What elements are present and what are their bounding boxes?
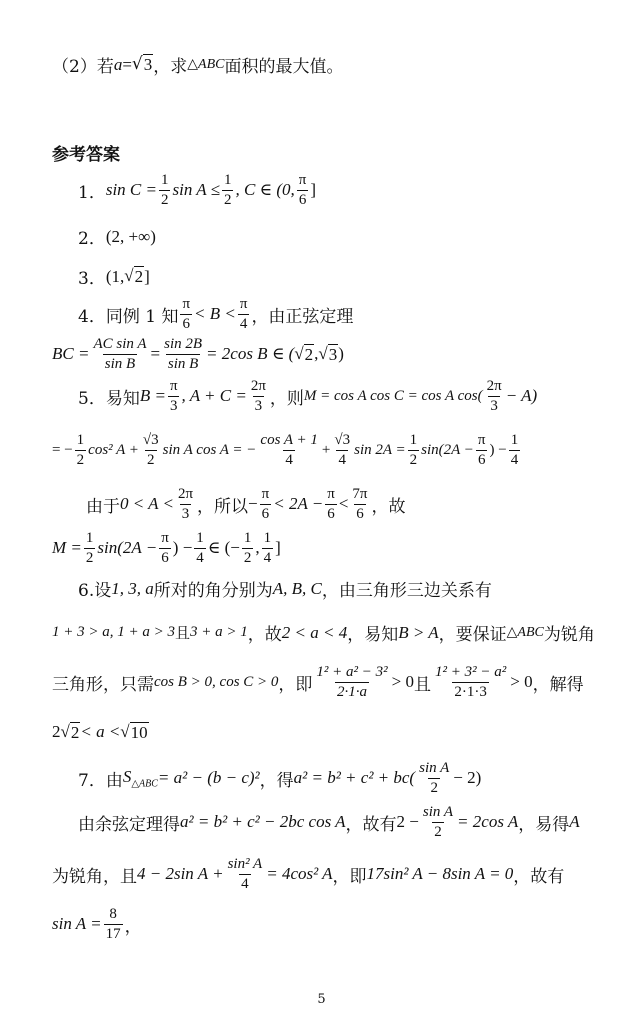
fraction	[408, 432, 420, 468]
numerator: π	[161, 530, 169, 546]
denominator: 3	[490, 397, 498, 414]
sqrt: √ 2	[60, 722, 80, 742]
text: 7．由	[78, 770, 123, 791]
fraction	[194, 530, 206, 566]
denominator: 6	[327, 505, 335, 522]
numerator: π	[477, 432, 486, 448]
math: B > A	[398, 622, 439, 642]
denominator: 6	[477, 451, 486, 468]
math: BC =	[52, 344, 90, 363]
numerator: π	[327, 486, 335, 502]
fraction	[350, 486, 369, 522]
fraction	[258, 432, 320, 468]
text: 为锐角，且	[52, 866, 137, 887]
answer-7-line-3	[52, 856, 564, 892]
answer-5-line-2	[52, 432, 522, 468]
numerator: 1	[510, 432, 519, 448]
answer-1	[78, 172, 316, 208]
numerator: 1	[85, 530, 94, 546]
numerator: sin 2B	[164, 336, 203, 352]
denominator: 6	[261, 505, 270, 522]
answer-5-line-4	[52, 530, 281, 566]
fraction	[226, 856, 265, 892]
text: 所对的角分别为	[153, 581, 273, 601]
math: M = cos A cos C = cos A cos(	[303, 387, 483, 404]
math: A	[569, 812, 580, 831]
fraction	[84, 530, 96, 566]
math: 17sin² A − 8sin A = 0	[366, 864, 514, 883]
numerator: sin A	[419, 760, 450, 776]
text: 6.设	[78, 581, 112, 601]
answers-heading: 参考答案	[52, 145, 120, 165]
item-number: 1．	[78, 182, 106, 203]
math: ∈ (−	[207, 538, 240, 557]
denominator: 6	[182, 315, 190, 332]
numerator: sin A	[422, 804, 454, 820]
sqrt: √ 3	[318, 343, 338, 364]
denominator: 3	[181, 505, 190, 522]
area-symbol	[123, 767, 158, 789]
fraction	[242, 530, 254, 566]
denominator: 2	[434, 823, 442, 840]
text: ，求	[153, 57, 188, 77]
math: ) −	[489, 441, 507, 458]
text: ，由正弦定理	[251, 306, 354, 327]
text: 同例 1 知	[105, 306, 179, 327]
math: < 2A −	[273, 494, 324, 513]
answer-6-line-2	[52, 620, 595, 645]
math: (1,	[105, 266, 125, 286]
sqrt-arg: 3	[143, 55, 153, 75]
text: ，故有	[513, 866, 565, 887]
fraction	[485, 378, 504, 414]
numerator: 1	[409, 432, 418, 448]
math: 4 − 2sin A +	[137, 864, 224, 883]
fraction	[180, 296, 192, 332]
denominator: 2	[160, 191, 169, 208]
denominator: sin B	[167, 355, 199, 372]
answer-4-line-2	[52, 336, 344, 372]
denominator: 2	[409, 451, 418, 468]
text: 由余弦定理得	[78, 814, 180, 835]
math: )	[338, 344, 344, 363]
denominator: 4	[196, 549, 204, 566]
math: △ABC	[506, 625, 544, 640]
denominator: sin B	[104, 355, 136, 372]
text: ，解得	[532, 674, 584, 695]
math: sin A =	[52, 914, 102, 933]
sqrt: √ 2	[294, 343, 314, 364]
numerator: 1	[263, 530, 272, 546]
fraction	[91, 336, 148, 372]
numerator: AC sin A	[93, 336, 147, 352]
math: <	[338, 494, 349, 513]
text: ，故	[247, 625, 282, 645]
math: ,	[255, 538, 260, 557]
numerator: cos A + 1	[260, 432, 318, 448]
numerator: π	[169, 378, 178, 394]
sqrt: √ 2	[124, 266, 144, 287]
math: 1, 3, a	[111, 578, 154, 598]
numerator: π	[239, 296, 248, 312]
math: ,	[314, 344, 319, 363]
math: , A + C =	[181, 386, 247, 405]
text: ，即	[278, 674, 313, 695]
numerator: √3	[334, 432, 351, 448]
denominator: 2	[76, 451, 85, 468]
math: =	[122, 54, 132, 74]
fraction	[168, 378, 180, 414]
math: a² = b² + c² + bc(	[293, 768, 416, 787]
numerator: 1	[243, 530, 252, 546]
math: sin(2A −	[421, 441, 474, 458]
math: > 0	[510, 672, 533, 691]
answer-3	[78, 264, 150, 289]
sqrt-arg: 2	[134, 267, 144, 287]
fraction	[104, 906, 123, 942]
math: , C ∈ (0,	[235, 180, 295, 199]
text: 为锐角	[543, 625, 595, 645]
item-number: 5．	[78, 388, 106, 409]
fraction	[476, 432, 488, 468]
denominator: 3	[169, 397, 178, 414]
answer-7-line-2	[78, 804, 580, 840]
math: = a² − (b − c)²	[157, 768, 260, 787]
denominator: 2·1·3	[454, 683, 487, 700]
answer-2	[78, 224, 156, 249]
math: (2, +∞)	[105, 226, 156, 246]
denominator: 6	[298, 191, 307, 208]
numerator: 1	[196, 530, 204, 546]
numerator: 7π	[352, 486, 368, 502]
denominator: 4	[239, 315, 248, 332]
denominator: 4	[510, 451, 519, 468]
text: ，即	[332, 866, 367, 887]
subscript: △ABC	[131, 778, 158, 790]
sqrt-arg: 2	[70, 723, 80, 742]
fraction	[75, 432, 87, 468]
sqrt: √ 3	[131, 54, 153, 75]
math: 1 + 3 > a, 1 + a > 3	[52, 624, 175, 640]
text: 三角形，只需	[52, 674, 154, 695]
text: 且	[414, 674, 431, 695]
math: sin A cos A = −	[162, 441, 257, 458]
math: − 2)	[453, 768, 482, 787]
math: = 4cos² A	[266, 864, 333, 883]
text: ，故有	[345, 814, 397, 835]
denominator: 2	[85, 549, 94, 566]
numerator: √3	[142, 432, 159, 448]
text: ，易得	[518, 814, 570, 835]
math: sin A ≤	[172, 180, 220, 199]
denominator: 2	[243, 549, 252, 566]
denominator: 2	[147, 451, 155, 468]
math: 0 < A <	[120, 494, 174, 513]
sqrt-arg: 2	[304, 344, 314, 364]
math: sin(2A −	[97, 538, 158, 557]
fraction	[433, 664, 508, 700]
math: > 0	[391, 672, 414, 691]
item-number: 3．	[78, 269, 106, 289]
denominator: 4	[263, 549, 272, 566]
answer-4	[78, 296, 353, 332]
fraction	[159, 172, 171, 208]
numerator: 2π	[177, 486, 194, 502]
numerator: sin² A	[227, 856, 263, 872]
sqrt: √ 10	[120, 722, 148, 742]
numerator: 1² + a² − 3²	[316, 664, 388, 680]
fraction	[262, 530, 274, 566]
math: A, B, C	[272, 578, 322, 598]
fraction	[176, 486, 195, 522]
fraction	[325, 486, 337, 522]
text: ，由三角形三边关系有	[321, 581, 492, 601]
numerator: 1	[223, 172, 232, 188]
fraction	[260, 486, 272, 522]
math: = 2cos B ∈ (	[206, 344, 295, 363]
math: −	[248, 494, 258, 513]
fraction	[141, 432, 161, 468]
numerator: π	[298, 172, 307, 188]
numerator: 1² + 3² − a²	[435, 664, 507, 680]
denominator: 4	[285, 451, 293, 468]
text: ，	[124, 916, 142, 937]
math: △ABC	[187, 57, 225, 72]
numerator: π	[261, 486, 270, 502]
text: 由于	[86, 496, 120, 517]
denominator: 6	[161, 549, 169, 566]
fraction	[297, 172, 309, 208]
text: ，易知	[347, 625, 399, 645]
math: ]	[275, 538, 281, 557]
text: ，则	[269, 388, 304, 409]
text: 且	[175, 624, 191, 642]
math: S	[122, 766, 132, 786]
math: sin C =	[105, 180, 157, 199]
math: +	[321, 441, 331, 458]
text: 面积的最大值。	[224, 57, 344, 77]
fraction	[509, 432, 521, 468]
fraction	[238, 296, 250, 332]
fraction	[332, 432, 352, 468]
math: M =	[52, 538, 82, 557]
fraction	[417, 760, 451, 796]
denominator: 2	[430, 779, 438, 796]
math: ]	[144, 266, 150, 286]
denominator: 4	[338, 451, 346, 468]
text: 易知	[105, 388, 140, 409]
denominator: 6	[356, 505, 364, 522]
math: 2	[52, 722, 61, 742]
numerator: π	[182, 296, 191, 312]
answer-6-line-4	[52, 722, 149, 743]
fraction	[249, 378, 268, 414]
fraction	[222, 172, 234, 208]
item-number: 4．	[78, 306, 106, 327]
math: =	[150, 344, 161, 363]
math: − A)	[505, 386, 538, 405]
answer-5-line-3	[86, 486, 406, 522]
numerator: 8	[109, 906, 117, 922]
fraction	[314, 664, 389, 700]
fraction	[421, 804, 455, 840]
numerator: 2π	[250, 378, 266, 394]
math: < B <	[194, 304, 236, 323]
numerator: 2π	[486, 378, 502, 394]
math: = 2cos A	[457, 812, 519, 831]
denominator: 3	[254, 397, 263, 414]
answer-7-line-4	[52, 906, 142, 942]
math: ) −	[172, 538, 193, 557]
answer-6-line-3	[52, 664, 584, 700]
math: = −	[52, 441, 73, 458]
answer-7	[78, 760, 481, 796]
sqrt-arg: 3	[328, 344, 338, 364]
math: 3 + a > 1	[190, 624, 248, 640]
item-number: 2．	[78, 229, 106, 249]
denominator: 17	[105, 925, 121, 942]
text: ，得	[259, 770, 294, 791]
text: ，故	[371, 496, 406, 517]
math: < a <	[80, 722, 121, 742]
math: 2 < a < 4	[281, 622, 348, 642]
answer-5	[78, 378, 537, 414]
math: B =	[139, 386, 166, 405]
math: ]	[310, 180, 317, 199]
denominator: 2·1·a	[337, 683, 368, 700]
text: ，要保证	[438, 625, 507, 645]
numerator: 1	[76, 432, 85, 448]
sqrt-arg: 10	[130, 723, 148, 742]
fraction	[159, 530, 171, 566]
math: 2 −	[396, 812, 419, 831]
denominator: 2	[223, 191, 232, 208]
math: cos² A +	[88, 441, 139, 458]
page-number: 5	[317, 992, 326, 1007]
question-part-2	[52, 52, 343, 77]
math: a	[113, 54, 123, 74]
answer-6	[78, 576, 492, 601]
text: （2）若	[52, 57, 114, 77]
denominator: 4	[241, 875, 249, 892]
math: sin 2A =	[354, 441, 406, 458]
math: a² = b² + c² − 2bc cos A	[180, 812, 346, 831]
math: cos B > 0, cos C > 0	[154, 673, 279, 690]
text: ，所以	[197, 496, 249, 517]
fraction	[162, 336, 204, 372]
numerator: 1	[160, 172, 169, 188]
